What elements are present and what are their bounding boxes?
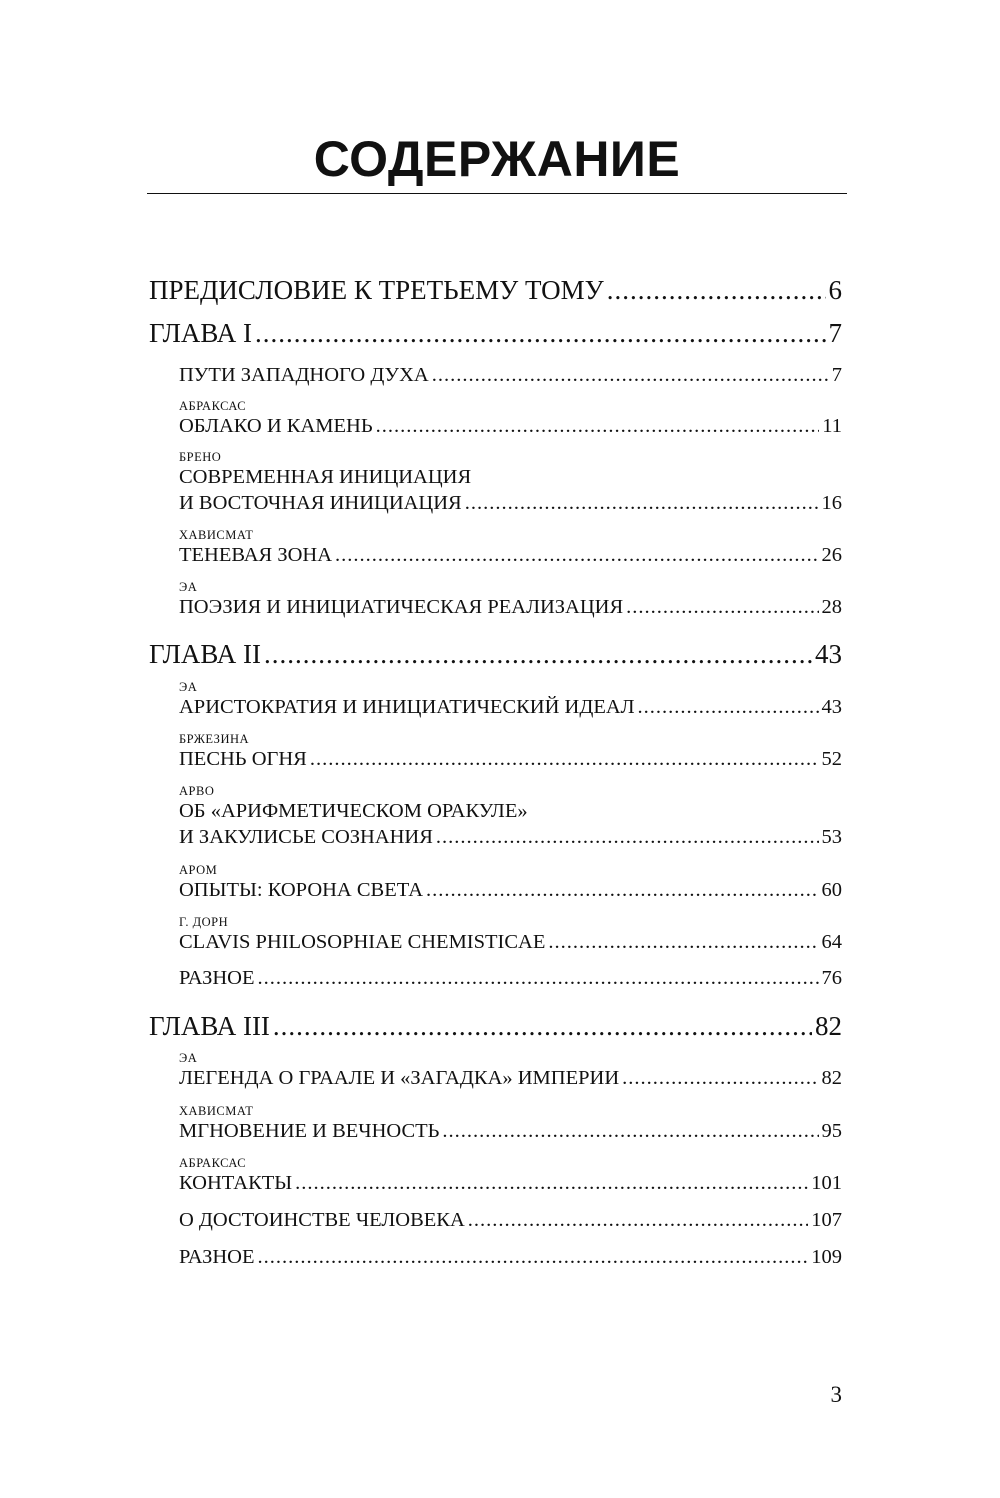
toc-entry[interactable] xyxy=(179,597,842,618)
toc-entry[interactable] xyxy=(179,545,842,566)
dot-leader xyxy=(335,545,818,566)
dot-leader xyxy=(465,493,819,514)
toc-entry-page: 60 xyxy=(821,879,842,901)
toc-entry-author: ХАВИСМАТ xyxy=(179,1104,254,1118)
dot-leader xyxy=(432,365,829,386)
toc-entry-author: АРОМ xyxy=(179,863,218,877)
toc-entry-author: ЭА xyxy=(179,580,198,594)
dot-leader xyxy=(376,416,820,437)
toc-chapter-2[interactable] xyxy=(149,641,842,668)
toc-entry-page: 11 xyxy=(822,415,842,437)
dot-leader xyxy=(548,932,818,953)
toc-entry-page: 6 xyxy=(828,275,842,305)
toc-chapter-page: 82 xyxy=(815,1011,842,1041)
toc-entry[interactable] xyxy=(179,697,842,718)
dot-leader xyxy=(264,641,812,668)
toc-entry-title: ПРЕДИСЛОВИЕ К ТРЕТЬЕМУ ТОМУ xyxy=(149,275,604,305)
toc-entry-title: ОПЫТЫ: КОРОНА СВЕТА xyxy=(179,879,424,901)
toc-entry-author: ХАВИСМАТ xyxy=(179,528,254,542)
dot-leader xyxy=(426,880,818,901)
toc-entry-author: АРВО xyxy=(179,784,215,798)
toc-entry[interactable] xyxy=(179,1247,842,1268)
dot-leader xyxy=(607,277,826,304)
dot-leader xyxy=(626,597,818,618)
dot-leader xyxy=(436,827,819,848)
dot-leader xyxy=(638,697,819,718)
toc-entry-page: 16 xyxy=(821,492,842,514)
toc-entry-page: 53 xyxy=(821,826,842,848)
toc-chapter-3[interactable] xyxy=(149,1013,842,1040)
toc-entry-page: 82 xyxy=(821,1067,842,1089)
toc-entry-page: 28 xyxy=(821,596,842,618)
dot-leader xyxy=(257,968,818,989)
toc-entry-title: ПЕСНЬ ОГНЯ xyxy=(179,748,307,770)
dot-leader xyxy=(622,1068,818,1089)
toc-entry-author: БРЕНО xyxy=(179,450,222,464)
toc-entry[interactable] xyxy=(179,1210,842,1231)
toc-entry-page: 43 xyxy=(821,696,842,718)
toc-entry-page: 95 xyxy=(821,1120,842,1142)
toc-entry[interactable] xyxy=(179,749,842,770)
toc-chapter-1[interactable] xyxy=(149,320,842,347)
toc-entry[interactable] xyxy=(179,493,842,514)
toc-entry-title: ПУТИ ЗАПАДНОГО ДУХА xyxy=(179,364,429,386)
toc-entry-author: БРЖЕЗИНА xyxy=(179,732,250,746)
toc-entry-title: РАЗНОЕ xyxy=(179,1246,255,1268)
page-number: 3 xyxy=(830,1382,842,1407)
toc-entry-author: АБРАКСАС xyxy=(179,399,247,413)
toc-entry-title: ТЕНЕВАЯ ЗОНА xyxy=(179,544,333,566)
toc-entry[interactable] xyxy=(179,416,842,437)
toc-entry[interactable] xyxy=(179,880,842,901)
dot-leader xyxy=(295,1173,808,1194)
toc-chapter-page: 7 xyxy=(828,318,842,348)
toc-entry[interactable] xyxy=(179,968,842,989)
toc-entry-author: Г. ДОРН xyxy=(179,915,229,929)
toc-entry-preface[interactable] xyxy=(149,277,842,304)
toc-entry-title: МГНОВЕНИЕ И ВЕЧНОСТЬ xyxy=(179,1120,440,1142)
toc-entry-title: РАЗНОЕ xyxy=(179,967,255,989)
toc-entry-title: АРИСТОКРАТИЯ И ИНИЦИАТИЧЕСКИЙ ИДЕАЛ xyxy=(179,696,635,718)
toc-entry[interactable] xyxy=(179,827,842,848)
toc-entry-title-line2: И ЗАКУЛИСЬЕ СОЗНАНИЯ xyxy=(179,826,433,848)
toc-entry-title-line1[interactable]: СОВРЕМЕННАЯ ИНИЦИАЦИЯ xyxy=(179,466,472,488)
toc-entry-title: CLAVIS PHILOSOPHIAE CHEMISTICAE xyxy=(179,931,546,953)
toc-entry[interactable] xyxy=(179,1068,842,1089)
dot-leader xyxy=(310,749,819,770)
toc-entry-author: ЭА xyxy=(179,1051,198,1065)
toc-chapter-title: ГЛАВА II xyxy=(149,639,261,669)
title-rule xyxy=(147,193,847,194)
toc-chapter-title: ГЛАВА III xyxy=(149,1011,270,1041)
toc-entry-title: КОНТАКТЫ xyxy=(179,1172,293,1194)
toc-entry-page: 64 xyxy=(821,931,842,953)
toc-entry-title: ОБЛАКО И КАМЕНЬ xyxy=(179,415,373,437)
toc-entry-page: 7 xyxy=(831,364,842,386)
page-title: СОДЕРЖАНИЕ xyxy=(313,131,681,187)
dot-leader xyxy=(468,1210,808,1231)
toc-entry-title: ПОЭЗИЯ И ИНИЦИАТИЧЕСКАЯ РЕАЛИЗАЦИЯ xyxy=(179,596,624,618)
dot-leader xyxy=(257,1247,808,1268)
toc-entry-title-line2: И ВОСТОЧНАЯ ИНИЦИАЦИЯ xyxy=(179,492,462,514)
toc-entry[interactable] xyxy=(179,365,842,386)
toc-entry-title: ЛЕГЕНДА О ГРААЛЕ И «ЗАГАДКА» ИМПЕРИИ xyxy=(179,1067,620,1089)
dot-leader xyxy=(442,1121,818,1142)
toc-entry[interactable] xyxy=(179,932,842,953)
toc-entry[interactable] xyxy=(179,1121,842,1142)
toc-entry-title: О ДОСТОИНСТВЕ ЧЕЛОВЕКА xyxy=(179,1209,465,1231)
toc-entry-page: 109 xyxy=(811,1246,842,1268)
toc-chapter-title: ГЛАВА I xyxy=(149,318,252,348)
toc-entry-title-line1[interactable]: ОБ «АРИФМЕТИЧЕСКОМ ОРАКУЛЕ» xyxy=(179,800,528,822)
toc-entry-page: 107 xyxy=(811,1209,842,1231)
toc-entry-author: ЭА xyxy=(179,680,198,694)
toc-entry-page: 101 xyxy=(811,1172,842,1194)
dot-leader xyxy=(273,1013,812,1040)
dot-leader xyxy=(255,320,826,347)
toc-entry-author: АБРАКСАС xyxy=(179,1156,247,1170)
toc-chapter-page: 43 xyxy=(815,639,842,669)
toc-entry[interactable] xyxy=(179,1173,842,1194)
toc-entry-page: 52 xyxy=(821,748,842,770)
toc-entry-page: 76 xyxy=(821,967,842,989)
toc-entry-page: 26 xyxy=(821,544,842,566)
